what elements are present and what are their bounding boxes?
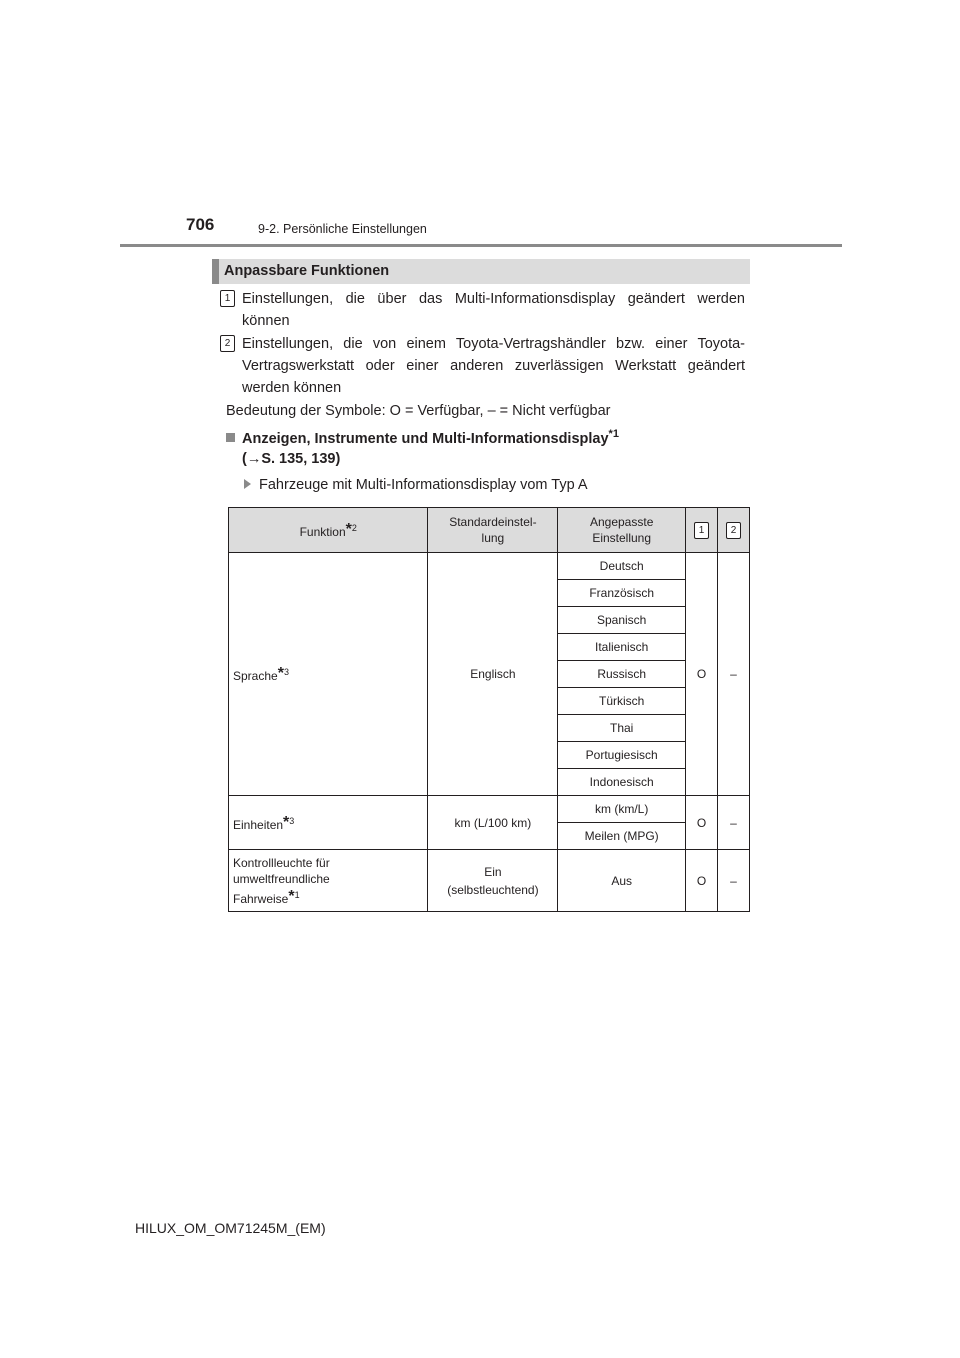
language-option: Russisch <box>558 661 686 688</box>
table-header-row <box>229 508 750 553</box>
eco-option: Aus <box>558 850 686 912</box>
row-eco-col-1: O <box>686 850 718 912</box>
symbol-legend: Bedeutung der Symbole: O = Verfügbar, – = Nicht verfügbar <box>226 403 611 419</box>
row-units-col-2: – <box>718 796 750 850</box>
row-eco-default: Ein (selbstleuchtend) <box>428 850 558 912</box>
table-row <box>229 796 750 823</box>
row-units-default: km (L/100 km) <box>428 796 558 850</box>
header-custom: Angepasste Einstellung <box>558 508 686 553</box>
heading-title: Anpassbare Funktionen <box>224 263 390 279</box>
units-option: Meilen (MPG) <box>558 823 686 850</box>
number-1-icon: 1 <box>694 522 709 539</box>
row-language-name: Sprache*$^3$ <box>229 553 428 796</box>
header-col-1 <box>686 508 718 553</box>
heading-accent <box>212 259 219 284</box>
sub-heading-text: Anzeigen, Instrumente und Multi-Informationsdisplay <box>242 430 609 447</box>
units-option: km (km/L) <box>558 796 686 823</box>
header-divider <box>120 244 842 247</box>
document-code: HILUX_OM_OM71245M_(EM) <box>135 1220 326 1236</box>
number-1-icon: 1 <box>220 290 235 307</box>
header-default: Standardeinstel- lung <box>428 508 558 553</box>
sub-heading <box>226 428 619 447</box>
triangle-bullet-icon <box>244 479 251 489</box>
item-1-text: Einstellungen, die über das Multi-Informationsdisplay geändert werden können <box>242 291 745 329</box>
row-language-col-2: – <box>718 553 750 796</box>
row-units-name: Einheiten*$^3$ <box>229 796 428 850</box>
footnote-marker: *1 <box>608 428 619 440</box>
page-reference: (→S. 135, 139) <box>242 451 341 467</box>
item-2-text: Einstellungen, die von einem Toyota-Vertragshändler bzw. einer Toyota-Vertragswerkstatt oder einer anderen zuverlässigen Werkstatt geändert werden können <box>242 336 745 396</box>
language-option: Thai <box>558 715 686 742</box>
variant-label <box>244 477 588 493</box>
page-number: 706 <box>186 215 215 234</box>
heading-bar <box>212 259 750 284</box>
row-language-col-1: O <box>686 553 718 796</box>
header-function: Funktion*$^2$ <box>229 508 428 553</box>
language-option: Türkisch <box>558 688 686 715</box>
row-units-col-1: O <box>686 796 718 850</box>
table-row <box>229 850 750 912</box>
language-option: Indonesisch <box>558 769 686 796</box>
row-eco-name: Kontrollleuchte für umweltfreundliche Fahrweise*$^1$ <box>229 850 428 912</box>
language-option: Spanisch <box>558 607 686 634</box>
language-option: Portugiesisch <box>558 742 686 769</box>
square-bullet-icon <box>226 433 235 442</box>
number-2-icon: 2 <box>726 522 741 539</box>
number-2-icon: 2 <box>220 335 235 352</box>
row-language-default: Englisch <box>428 553 558 796</box>
language-option: Italienisch <box>558 634 686 661</box>
settings-table <box>228 507 750 912</box>
variant-text: Fahrzeuge mit Multi-Informationsdisplay vom Typ A <box>259 477 588 493</box>
header-col-2 <box>718 508 750 553</box>
table-row <box>229 553 750 580</box>
section-title: 9-2. Persönliche Einstellungen <box>258 222 427 236</box>
language-option: Deutsch <box>558 553 686 580</box>
row-eco-col-2: – <box>718 850 750 912</box>
language-option: Französisch <box>558 580 686 607</box>
